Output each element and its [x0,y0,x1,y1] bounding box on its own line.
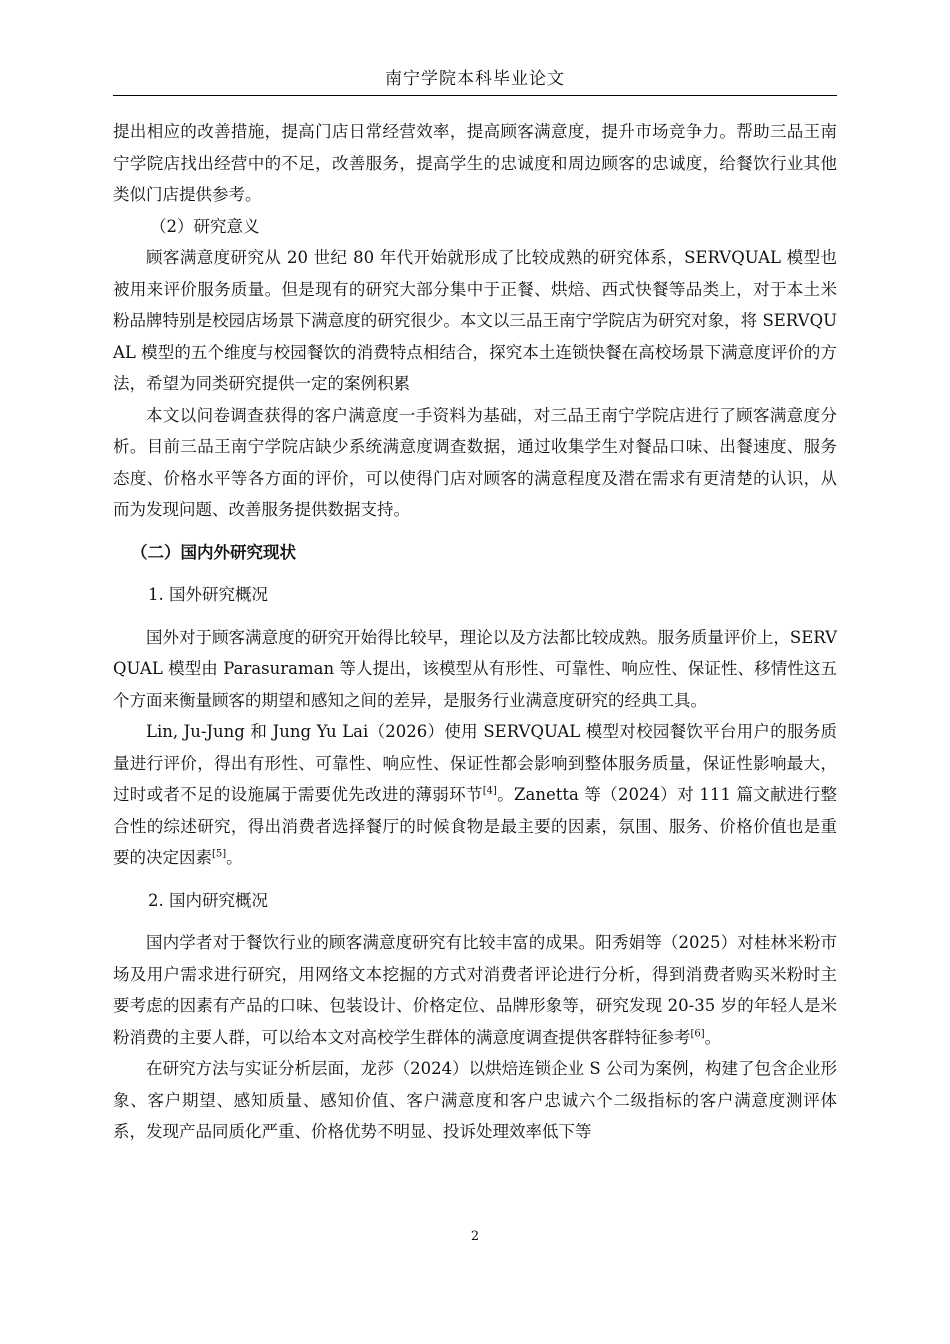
section-heading-research-status: （二）国内外研究现状 [131,542,296,562]
subheading-research-significance: （2）研究意义 [150,216,260,236]
citation-5: [5] [212,848,227,860]
paragraph-domestic-1-text-b: 。 [704,1027,722,1047]
paragraph-foreign-2-text-c: 。 [226,848,243,867]
page-number: 2 [470,1229,480,1244]
header-rule [113,95,837,96]
heading-domestic-research: 2. 国内研究概况 [148,890,268,910]
paragraph-foreign-1: 国外对于顾客满意度的研究开始得比较早，理论以及方法都比较成熟。服务质量评价上，SERVQUAL 模型由 Parasuraman 等人提出，该模型从有形性、可靠性、响应性、保证性、移情性这五个方面来衡量顾客的期望和感知之间的差异，是服务行业满意度研究的经典工具。 [113,627,837,710]
running-header: 南宁学院本科毕业论文 [385,69,565,89]
paragraph-intro-continuation: 提出相应的改善措施，提高门店日常经营效率，提高顾客满意度，提升市场竞争力。帮助三品王南宁学院店找出经营中的不足，改善服务，提高学生的忠诚度和周边顾客的忠诚度，给餐饮行业其他类似门店提供参考。 [113,122,837,204]
paragraph-foreign-2-text-a: Lin, Ju-Jung 和 Jung Yu Lai（2026）使用 SERVQUAL 模型对校园餐饮平台用户的服务质量进行评价，得出有形性、可靠性、响应性、保证性都会影响到整体服务质量，保证性影响最大，过时或者不足的设施属于需要优先改进的薄弱环节 [113,722,837,804]
body-text [113,116,837,1148]
paragraph-domestic-2: 在研究方法与实证分析层面，龙莎（2024）以烘焙连锁企业 S 公司为案例，构建了包含企业形象、客户期望、感知质量、感知价值、客户满意度和客户忠诚六个二级指标的客户满意度测评体系，发现产品同质化严重、价格优势不明显、投诉处理效率低下等 [113,1059,837,1141]
citation-6: [6] [690,1028,705,1039]
paragraph-domestic-1-text-a: 国内学者对于餐饮行业的顾客满意度研究有比较丰富的成果。阳秀娟等（2025）对桂林米粉市场及用户需求进行研究，用网络文本挖掘的方式对消费者评论进行分析，得到消费者购买米粉时主要考虑的因素有产品的口味、包装设计、价格定位、品牌形象等，研究发现 20-35 岁的年轻人是米粉消费的主要人群，可以给本文对高校学生群体的满意度调查提供客群特征参考 [113,933,837,1047]
paragraph-foreign-2 [113,716,837,874]
paragraph-domestic-1 [113,927,837,1053]
paragraph-significance-1: 顾客满意度研究从 20 世纪 80 年代开始就形成了比较成熟的研究体系，SERVQUAL 模型也被用来评价服务质量。但是现有的研究大部分集中于正餐、烘焙、西式快餐等品类上，对于本土米粉品牌特别是校园店场景下满意度的研究很少。本文以三品王南宁学院店为研究对象，将 SERVQUAL 模型的五个维度与校园餐饮的消费特点相结合，探究本土连锁快餐在高校场景下满意度评价的方法，希望为同类研究提供一定的案例积累 [113,248,837,393]
paragraph-foreign-2-text-b: 。Zanetta 等（2024）对 111 篇文献进行整合性的综述研究，得出消费者选择餐厅的时候食物是最主要的因素，氛围、服务、价格价值也是重要的决定因素 [113,785,838,867]
citation-4: [4] [482,785,497,797]
heading-foreign-research: 1. 国外研究概况 [148,585,268,604]
paragraph-significance-2: 本文以问卷调查获得的客户满意度一手资料为基础，对三品王南宁学院店进行了顾客满意度分析。目前三品王南宁学院店缺少系统满意度调查数据，通过收集学生对餐品口味、出餐速度、服务态度、价格水平等各方面的评价，可以使得门店对顾客的满意程度及潜在需求有更清楚的认识，从而为发现问题、改善服务提供数据支持。 [113,405,837,519]
